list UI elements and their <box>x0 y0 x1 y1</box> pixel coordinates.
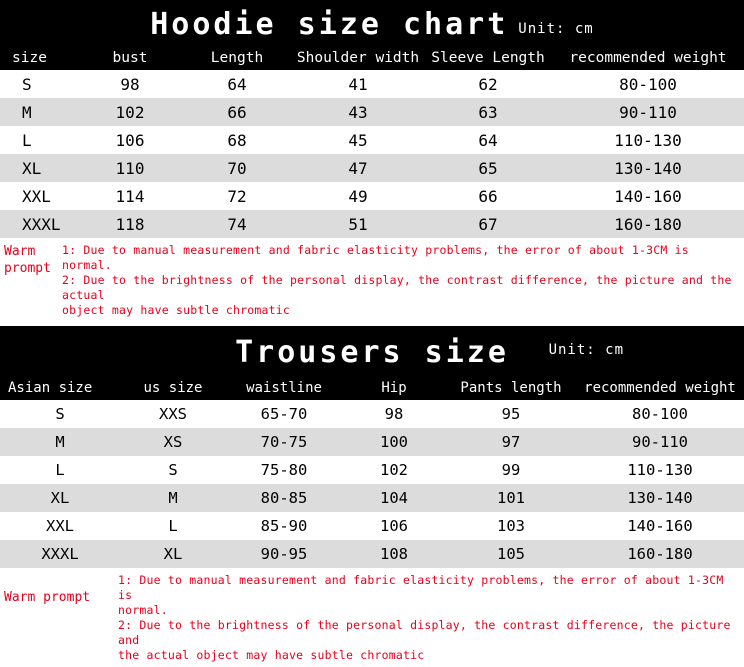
cell-size: XXXL <box>0 210 78 238</box>
cell-length: 68 <box>182 126 292 154</box>
trousers-table-header-row <box>0 376 744 400</box>
hoodie-col-header-bust: bust <box>78 46 182 70</box>
cell-waistline: 70-75 <box>226 428 342 456</box>
table-row <box>0 540 744 568</box>
cell-asian-size: S <box>0 400 120 428</box>
hoodie-col-header-length: Length <box>182 46 292 70</box>
cell-bust: 98 <box>78 70 182 98</box>
cell-pants-length: 97 <box>446 428 576 456</box>
cell-pants-length: 99 <box>446 456 576 484</box>
cell-asian-size: XL <box>0 484 120 512</box>
table-row <box>0 70 744 98</box>
cell-bust: 114 <box>78 182 182 210</box>
cell-waistline: 75-80 <box>226 456 342 484</box>
cell-pants-length: 101 <box>446 484 576 512</box>
hoodie-table-header-row <box>0 46 744 70</box>
table-row <box>0 126 744 154</box>
cell-size: XXL <box>0 182 78 210</box>
cell-asian-size: M <box>0 428 120 456</box>
cell-sleeve: 67 <box>424 210 552 238</box>
cell-size: S <box>0 70 78 98</box>
cell-waistline: 80-85 <box>226 484 342 512</box>
cell-hip: 104 <box>342 484 446 512</box>
cell-sleeve: 63 <box>424 98 552 126</box>
cell-us-size: L <box>120 512 226 540</box>
trousers-size-table <box>0 376 744 568</box>
cell-shoulder: 47 <box>292 154 424 182</box>
cell-shoulder: 43 <box>292 98 424 126</box>
prompt-line: object may have subtle chromatic <box>62 303 290 317</box>
cell-weight: 140-160 <box>576 512 744 540</box>
prompt-line: normal. <box>118 603 168 617</box>
cell-bust: 106 <box>78 126 182 154</box>
cell-size: L <box>0 126 78 154</box>
prompt-line: 1: Due to manual measurement and fabric elasticity problems, the error of about 1-3CM is <box>118 573 724 602</box>
trousers-title-bar <box>0 326 744 376</box>
hoodie-title: Hoodie size chart <box>150 7 509 42</box>
cell-weight: 90-110 <box>576 428 744 456</box>
cell-shoulder: 49 <box>292 182 424 210</box>
hoodie-unit-label: Unit: cm <box>518 21 594 37</box>
trousers-warm-prompt-label: Warm prompt <box>4 590 91 605</box>
cell-weight: 90-110 <box>552 98 744 126</box>
trousers-unit-label: Unit: cm <box>548 342 624 358</box>
cell-hip: 108 <box>342 540 446 568</box>
trousers-title: Trousers size <box>235 335 509 370</box>
cell-length: 70 <box>182 154 292 182</box>
cell-weight: 160-180 <box>576 540 744 568</box>
cell-sleeve: 64 <box>424 126 552 154</box>
cell-hip: 106 <box>342 512 446 540</box>
cell-hip: 98 <box>342 400 446 428</box>
cell-weight: 140-160 <box>552 182 744 210</box>
cell-asian-size: L <box>0 456 120 484</box>
trousers-col-header-waistline: waistline <box>226 376 342 400</box>
trousers-col-header-pants-length: Pants length <box>446 376 576 400</box>
prompt-line: the actual object may have subtle chromatic <box>118 648 425 662</box>
cell-weight: 110-130 <box>552 126 744 154</box>
hoodie-warm-prompt-label: Warm prompt <box>4 244 51 276</box>
cell-sleeve: 66 <box>424 182 552 210</box>
cell-weight: 130-140 <box>552 154 744 182</box>
cell-length: 66 <box>182 98 292 126</box>
hoodie-col-header-size: size <box>0 46 78 70</box>
hoodie-col-header-sleeve-length: Sleeve Length <box>424 46 552 70</box>
cell-waistline: 85-90 <box>226 512 342 540</box>
hoodie-col-header-shoulder-width: Shoulder width <box>292 46 424 70</box>
table-row <box>0 512 744 540</box>
cell-size: M <box>0 98 78 126</box>
hoodie-col-header-recommended-weight: recommended weight <box>552 46 744 70</box>
cell-asian-size: XXXL <box>0 540 120 568</box>
cell-us-size: M <box>120 484 226 512</box>
trousers-col-header-hip: Hip <box>342 376 446 400</box>
cell-us-size: S <box>120 456 226 484</box>
cell-shoulder: 41 <box>292 70 424 98</box>
cell-us-size: XS <box>120 428 226 456</box>
cell-asian-size: XXL <box>0 512 120 540</box>
cell-weight: 160-180 <box>552 210 744 238</box>
table-row <box>0 484 744 512</box>
prompt-line: 2: Due to the brightness of the personal display, the contrast difference, the picture and the actual <box>62 273 732 302</box>
table-row <box>0 182 744 210</box>
cell-pants-length: 103 <box>446 512 576 540</box>
cell-sleeve: 62 <box>424 70 552 98</box>
cell-shoulder: 51 <box>292 210 424 238</box>
cell-bust: 102 <box>78 98 182 126</box>
hoodie-title-bar <box>0 0 744 46</box>
cell-length: 64 <box>182 70 292 98</box>
prompt-line: 2: Due to the brightness of the personal display, the contrast difference, the picture and <box>118 618 731 647</box>
trousers-warm-prompt <box>0 568 744 667</box>
cell-size: XL <box>0 154 78 182</box>
cell-length: 72 <box>182 182 292 210</box>
table-row <box>0 400 744 428</box>
cell-hip: 100 <box>342 428 446 456</box>
cell-bust: 118 <box>78 210 182 238</box>
cell-weight: 80-100 <box>552 70 744 98</box>
hoodie-warm-prompt <box>0 238 744 322</box>
cell-bust: 110 <box>78 154 182 182</box>
hoodie-size-table <box>0 46 744 238</box>
trousers-col-header-asian-size: Asian size <box>0 376 120 400</box>
hoodie-warm-prompt-lines <box>62 243 744 318</box>
cell-us-size: XXS <box>120 400 226 428</box>
cell-pants-length: 95 <box>446 400 576 428</box>
cell-shoulder: 45 <box>292 126 424 154</box>
trousers-col-header-recommended-weight: recommended weight <box>576 376 744 400</box>
cell-sleeve: 65 <box>424 154 552 182</box>
table-row <box>0 98 744 126</box>
table-row <box>0 456 744 484</box>
table-row <box>0 428 744 456</box>
cell-waistline: 90-95 <box>226 540 342 568</box>
cell-waistline: 65-70 <box>226 400 342 428</box>
prompt-line: 1: Due to manual measurement and fabric elasticity problems, the error of about 1-3CM is normal. <box>62 243 689 272</box>
cell-pants-length: 105 <box>446 540 576 568</box>
cell-weight: 80-100 <box>576 400 744 428</box>
cell-weight: 110-130 <box>576 456 744 484</box>
table-row <box>0 210 744 238</box>
table-row <box>0 154 744 182</box>
cell-hip: 102 <box>342 456 446 484</box>
cell-length: 74 <box>182 210 292 238</box>
cell-us-size: XL <box>120 540 226 568</box>
trousers-warm-prompt-lines <box>118 573 744 663</box>
trousers-col-header-us-size: us size <box>120 376 226 400</box>
cell-weight: 130-140 <box>576 484 744 512</box>
